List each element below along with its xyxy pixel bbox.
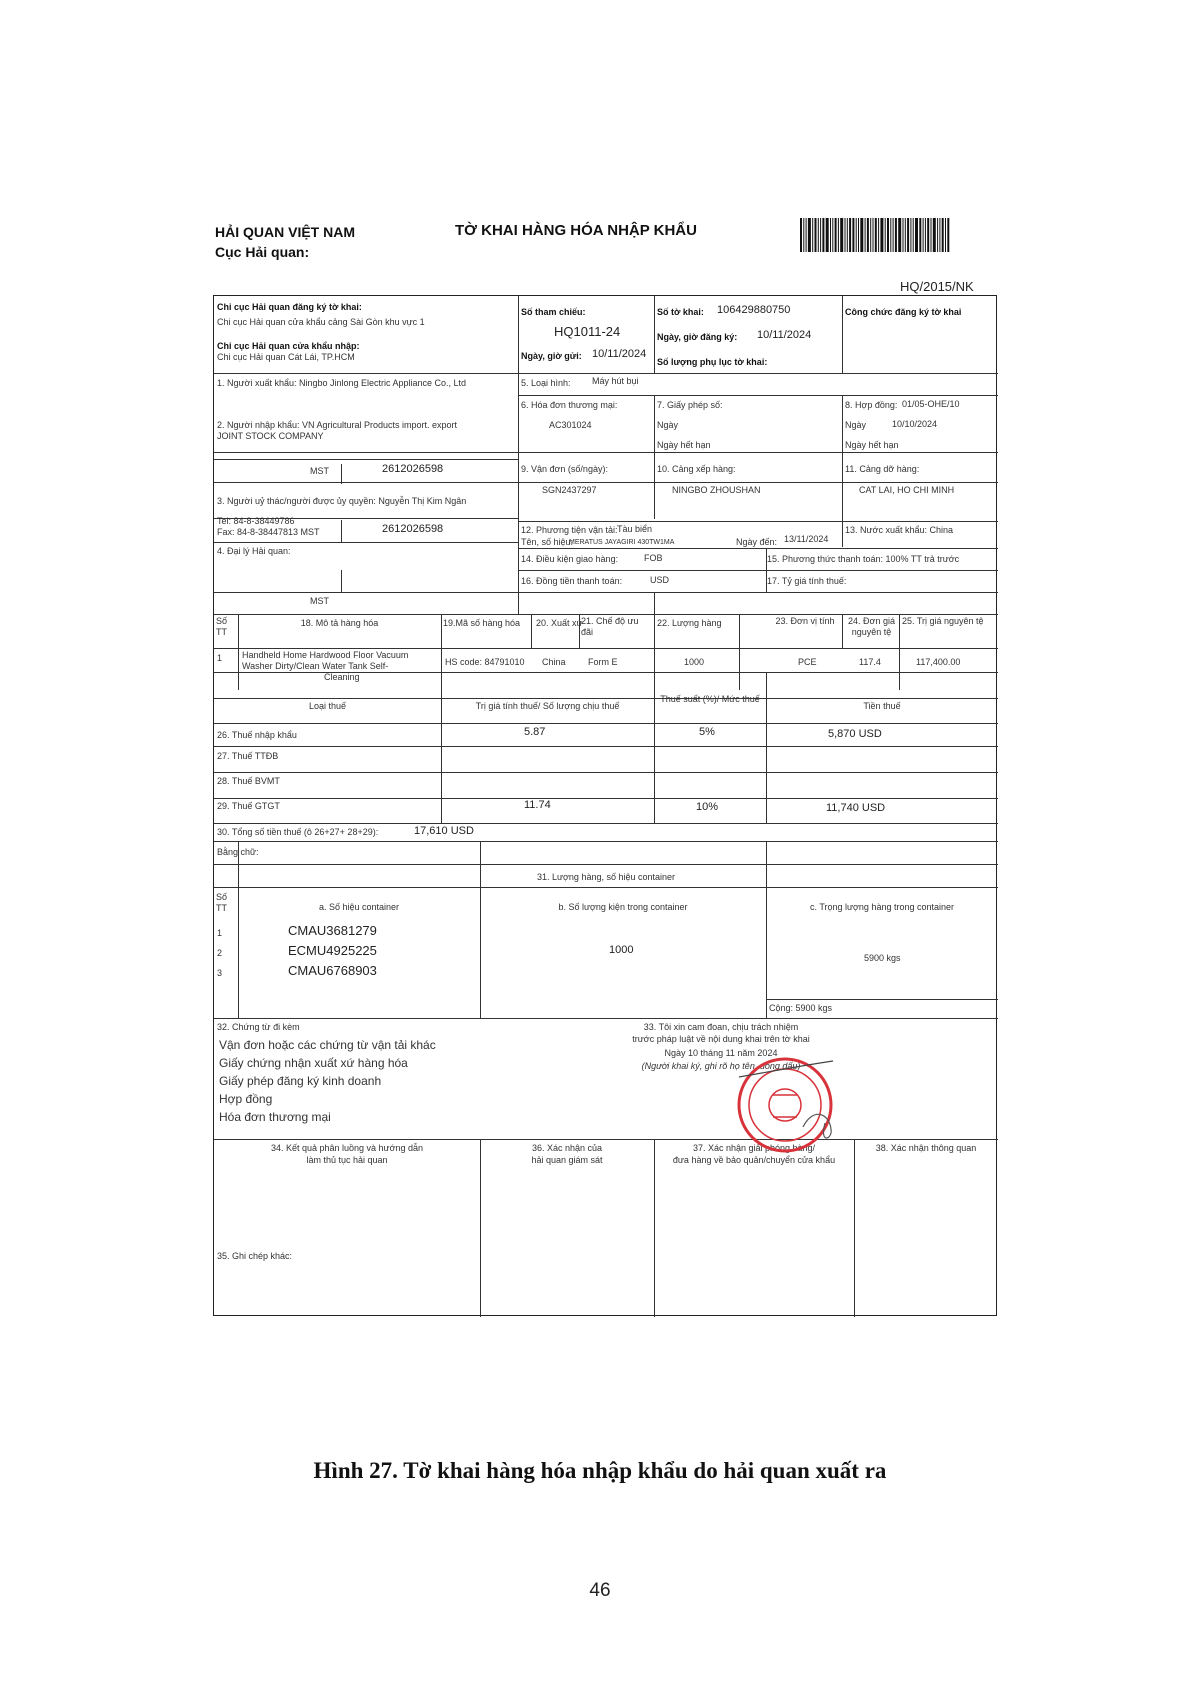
goods-value: 117,400.00 <box>916 657 961 667</box>
customs-agent: 4. Đại lý Hải quan: <box>217 546 291 556</box>
box-38: 38. Xác nhận thông quan <box>875 1143 977 1153</box>
goods-h-value: 25. Trị giá nguyên tệ <box>902 616 984 626</box>
form-code: HQ/2015/NK <box>900 279 974 294</box>
f5-label: 5. Loại hình: <box>521 378 571 388</box>
goods-h-pref: 21. Chế độ ưu đãi <box>581 616 639 637</box>
box-37-line-1: 37. Xác nhận giải phóng hàng/ <box>692 1143 816 1153</box>
goods-unit: PCE <box>798 657 817 667</box>
tax-row-4-rate: 10% <box>696 801 719 813</box>
appendix-label: Số lượng phụ lục tờ khai: <box>657 357 768 367</box>
tax-in-words: Bằng chữ: <box>217 847 259 857</box>
exporter: 1. Người xuất khẩu: Ningbo Jinlong Electric Appliance Co., Ltd <box>217 378 467 388</box>
figure-caption: Hình 27. Tờ khai hàng hóa nhập khẩu do hải quan xuất ra <box>313 1458 887 1483</box>
ref-value: HQ1011-24 <box>554 324 621 339</box>
goods-origin: China <box>542 657 566 667</box>
f12-date-label: Ngày đến: <box>736 537 778 547</box>
f7-date: Ngày <box>657 420 679 430</box>
importer-line-1: 2. Người nhập khẩu: VN Agricultural Products import. export <box>217 420 458 430</box>
container-no-2: 2 <box>217 948 223 958</box>
f6-label: 6. Hóa đơn thương mại: <box>521 400 618 410</box>
container-no-3: 3 <box>217 968 223 978</box>
tax-row-3-type: 28. Thuế BVMT <box>217 776 280 786</box>
container-id-2: ECMU4925225 <box>288 943 377 958</box>
docs-list <box>219 1036 436 1126</box>
goods-price: 117.4 <box>859 657 881 667</box>
f12-date-value: 13/11/2024 <box>784 534 829 544</box>
goods-desc-1: Handheld Home Hardwood Floor Vacuum <box>242 650 409 660</box>
goods-h-no: Số TT <box>216 616 228 637</box>
tax-h-amount: Tiền thuế <box>863 701 901 711</box>
box-35: 35. Ghi chép khác: <box>217 1251 293 1261</box>
ref-date-label: Ngày, giờ gửi: <box>521 351 582 361</box>
f11-label: 11. Cảng dỡ hàng: <box>845 464 920 474</box>
fax-mst: Fax: 84-8-38447813 MST <box>217 527 320 537</box>
docs-item: Hóa đơn thương mại <box>219 1110 331 1124</box>
f11-value: CAT LAI, HO CHI MINH <box>859 485 955 495</box>
f9-label: 9. Vận đơn (số/ngày): <box>521 464 608 474</box>
tax-row-1-base: 5.87 <box>524 726 546 738</box>
f7-label: 7. Giấy phép số: <box>657 400 723 410</box>
docs-item: Giấy chứng nhận xuất xứ hàng hóa <box>219 1056 408 1070</box>
docs-item: Vận đơn hoặc các chứng từ vận tải khác <box>219 1038 436 1052</box>
declaration-signature-note: (Người khai ký, ghi rõ họ tên, đóng dấu) <box>641 1061 801 1071</box>
tax-row-2-type: 27. Thuế TTĐB <box>217 751 279 761</box>
tax-h-rate: Thuế suất (%)/ Mức thuế <box>660 694 760 704</box>
goods-h-price: 24. Đơn giá nguyên tệ <box>848 616 895 637</box>
goods-h-desc: 18. Mô tả hàng hóa <box>300 618 379 628</box>
box-34-line-1: 34. Kết quả phân luồng và hướng dẫn <box>270 1143 424 1153</box>
f13: 13. Nước xuất khẩu: China <box>845 525 953 535</box>
officer-label: Công chức đăng ký tờ khai <box>845 307 962 317</box>
header-agency-block <box>215 222 355 262</box>
goods-no: 1 <box>217 653 223 663</box>
decl-no-label: Số tờ khai: <box>657 307 704 317</box>
goods-desc-2: Washer Dirty/Clean Water Tank Self- <box>242 661 389 671</box>
tax-row-4-type: 29. Thuế GTGT <box>217 801 280 811</box>
decl-date-value: 10/11/2024 <box>757 329 812 341</box>
container-id-3: CMAU6768903 <box>288 963 377 978</box>
f12-name-label: Tên, số hiệu: <box>521 537 574 547</box>
import-office-value: Chi cục Hải quan Cát Lái, TP.HCM <box>217 352 355 362</box>
declaration-line-1: 33. Tôi xin cam đoan, chịu trách nhiệm <box>643 1022 799 1032</box>
f8-label: 8. Hợp đồng: <box>845 400 898 410</box>
barcode-image <box>800 218 980 252</box>
department-label: Cục Hải quan: <box>215 244 310 260</box>
container-no-1: 1 <box>217 928 223 938</box>
tax-h-type: Loại thuế <box>308 701 347 711</box>
f8-expiry: Ngày hết hạn <box>845 440 899 450</box>
box-34-line-2: làm thủ tục hải quan <box>306 1155 388 1165</box>
declaration-form <box>213 295 997 1316</box>
box-36-line-2: hải quan giám sát <box>531 1155 603 1165</box>
container-total: Cộng: 5900 kgs <box>769 1003 833 1013</box>
goods-hs: HS code: 84791010 <box>445 657 525 667</box>
decl-no-value: 106429880750 <box>717 304 791 316</box>
tax-h-base: Trị giá tính thuế/ Số lượng chịu thuế <box>475 701 620 711</box>
ref-label: Số tham chiếu: <box>521 307 586 317</box>
container-packages: 1000 <box>609 944 634 956</box>
goods-h-qty: 22. Lượng hàng <box>657 618 722 628</box>
tax-row-1-rate: 5% <box>699 726 715 738</box>
f8-date-label: Ngày <box>845 420 867 430</box>
ref-date-value: 10/11/2024 <box>592 348 647 360</box>
container-weight: 5900 kgs <box>864 953 901 963</box>
f12-label: 12. Phương tiện vận tải: <box>521 525 618 535</box>
container-h-weight: c. Trọng lượng hàng trong container <box>809 902 954 912</box>
f10-value: NINGBO ZHOUSHAN <box>672 485 761 495</box>
container-h-id: a. Số hiệu container <box>318 902 400 912</box>
f9-value: SGN2437297 <box>542 485 597 495</box>
docs-title: 32. Chứng từ đi kèm <box>217 1022 300 1032</box>
declaration-date: Ngày 10 tháng 11 năm 2024 <box>664 1048 778 1058</box>
container-title: 31. Lượng hàng, số hiệu container <box>536 872 676 882</box>
tax-row-4-amount: 11,740 USD <box>826 802 886 814</box>
declaration-line-2: trước pháp luật về nội dung khai trên tờ khai <box>632 1034 810 1044</box>
goods-h-origin: 20. Xuất xứ <box>536 618 583 628</box>
f16-value: USD <box>650 575 670 585</box>
agent-mst-label: MST <box>310 596 329 606</box>
goods-h-unit: 23. Đơn vị tính <box>775 616 835 626</box>
goods-pref: Form E <box>588 657 618 667</box>
f6-value: AC301024 <box>549 420 592 430</box>
goods-h-hs: 19.Mã số hàng hóa <box>443 618 521 628</box>
tax-total-value: 17,610 USD <box>414 825 474 837</box>
page-number: 46 <box>589 1580 611 1601</box>
container-h-no: Số TT <box>216 892 228 913</box>
tax-row-4-base: 11.74 <box>524 799 551 811</box>
f7-expiry: Ngày hết hạn <box>657 440 711 450</box>
tax-row-1-type: 26. Thuế nhập khẩu <box>217 730 297 740</box>
authorized-mst: 2612026598 <box>382 523 444 535</box>
f10-label: 10. Cảng xếp hàng: <box>657 464 736 474</box>
reg-office-label: Chi cục Hải quan đăng ký tờ khai: <box>217 302 362 312</box>
tax-row-1-amount: 5,870 USD <box>828 728 882 740</box>
docs-item: Hợp đồng <box>219 1092 273 1106</box>
importer-mst: 2612026598 <box>382 463 444 475</box>
f12-value: Tàu biển <box>617 524 653 534</box>
f8-date-value: 10/10/2024 <box>892 419 938 429</box>
authorized-person: 3. Người uỷ thác/người được ủy quyền: Nguyễn Thị Kim Ngân <box>217 496 467 506</box>
tel: Tel: 84-8-38449786 <box>217 516 295 526</box>
import-office-label: Chi cục Hải quan cửa khẩu nhập: <box>217 341 360 351</box>
goods-qty: 1000 <box>684 657 705 667</box>
importer-line-2: JOINT STOCK COMPANY <box>217 431 324 441</box>
tax-total-label: 30. Tổng số tiền thuế (ô 26+27+ 28+29): <box>217 827 379 837</box>
box-37-line-2: đưa hàng về bảo quản/chuyển cửa khẩu <box>672 1155 836 1165</box>
agency-name: HẢI QUAN VIỆT NAM <box>215 224 355 240</box>
f17: 17. Tỷ giá tính thuế: <box>767 576 847 586</box>
f8-value: 01/05-OHE/10 <box>902 399 960 409</box>
f12-name-value: MERATUS JAYAGIRI 430TW1MA <box>569 539 675 546</box>
f15: 15. Phương thức thanh toán: 100% TT trả trước <box>767 554 960 564</box>
document-title: TỜ KHAI HÀNG HÓA NHẬP KHẨU <box>455 222 697 239</box>
box-36-line-1: 36. Xác nhận của <box>531 1143 603 1153</box>
importer-mst-label: MST <box>310 466 329 476</box>
container-id-1: CMAU3681279 <box>288 923 377 938</box>
company-stamp-image <box>733 1047 845 1159</box>
goods-desc-3: Cleaning <box>324 672 360 682</box>
f5-value: Máy hút bụi <box>592 376 639 386</box>
container-h-packages: b. Số lượng kiện trong container <box>558 902 688 912</box>
f14-value: FOB <box>644 553 663 563</box>
docs-item: Giấy phép đăng ký kinh doanh <box>219 1074 382 1088</box>
decl-date-label: Ngày, giờ đăng ký: <box>657 332 738 342</box>
reg-office-value: Chi cục Hải quan cửa khẩu cảng Sài Gòn khu vực 1 <box>217 317 425 327</box>
f14-label: 14. Điều kiện giao hàng: <box>521 554 619 564</box>
f16-label: 16. Đồng tiền thanh toán: <box>521 576 623 586</box>
